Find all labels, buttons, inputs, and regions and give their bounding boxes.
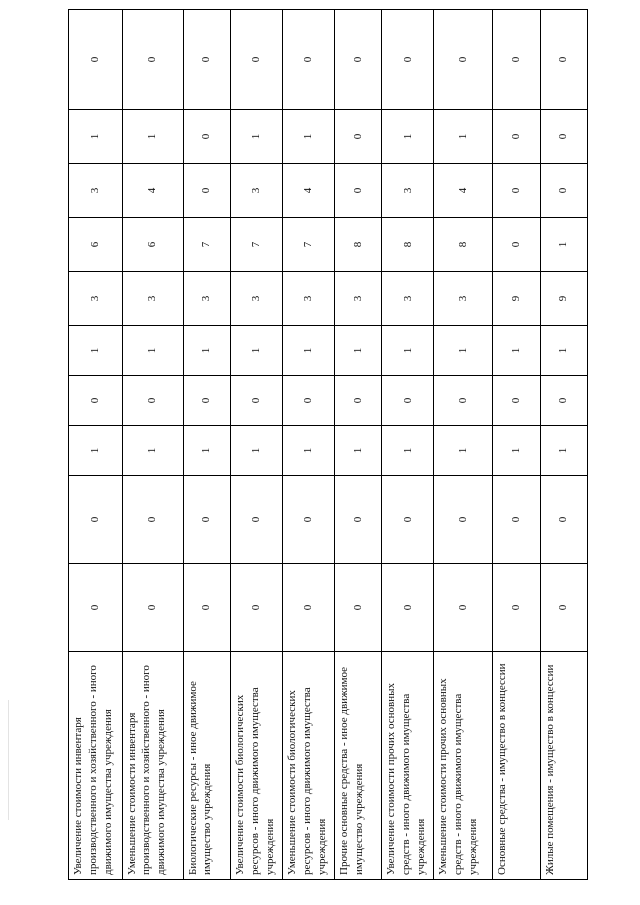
account-name-cell: Прочие основные средства - иное движимое имущество учреждения [335, 652, 382, 880]
code-digit-cell: 0 [493, 564, 540, 652]
account-name-cell: Жилые помещения - имущество в концессии [540, 652, 587, 880]
code-digit-cell: 3 [183, 272, 230, 326]
code-digit-cell: 0 [493, 218, 540, 272]
code-digit-cell: 0 [122, 476, 183, 564]
account-name-cell: Уменьшение стоимости инвентаря производственного и хозяйственного - иного движимого имущества учреждения [122, 652, 183, 880]
code-digit-cell: 3 [434, 272, 493, 326]
code-digit-cell: 1 [122, 426, 183, 476]
code-digit-cell: 0 [122, 376, 183, 426]
code-digit-cell: 9 [493, 272, 540, 326]
code-digit-cell: 0 [540, 564, 587, 652]
account-name-cell: Увеличение стоимости биологических ресурсов - иного движимого имущества учреждения [230, 652, 282, 880]
code-digit-cell: 4 [283, 164, 335, 218]
account-name-cell: Уменьшение стоимости прочих основных средств - иного движимого имущества учреждения [434, 652, 493, 880]
code-digit-cell: 0 [434, 476, 493, 564]
code-digit-cell: 0 [183, 376, 230, 426]
account-name-cell: Биологические ресурсы - иное движимое имущество учреждения [183, 652, 230, 880]
code-digit-cell: 1 [540, 218, 587, 272]
code-digit-cell: 7 [230, 218, 282, 272]
code-digit-cell: 0 [382, 376, 434, 426]
code-digit-cell: 1 [122, 326, 183, 376]
code-digit-cell: 1 [283, 426, 335, 476]
code-digit-cell: 1 [382, 426, 434, 476]
code-digit-cell: 8 [335, 218, 382, 272]
code-digit-cell: 0 [69, 376, 123, 426]
code-digit-cell: 1 [540, 426, 587, 476]
code-digit-cell: 1 [69, 326, 123, 376]
code-digit-cell: 0 [493, 10, 540, 110]
code-digit-cell: 0 [69, 564, 123, 652]
table-row [122, 10, 183, 880]
code-digit-cell: 0 [230, 476, 282, 564]
code-digit-cell: 1 [69, 110, 123, 164]
code-digit-cell: 0 [335, 476, 382, 564]
code-digit-cell: 4 [122, 164, 183, 218]
code-digit-cell: 1 [434, 110, 493, 164]
code-digit-cell: 1 [540, 326, 587, 376]
code-digit-cell: 1 [382, 110, 434, 164]
code-digit-cell: 3 [69, 272, 123, 326]
code-digit-cell: 3 [283, 272, 335, 326]
code-digit-cell: 0 [493, 164, 540, 218]
code-digit-cell: 0 [493, 476, 540, 564]
code-digit-cell: 0 [283, 376, 335, 426]
code-digit-cell: 0 [434, 564, 493, 652]
code-digit-cell: 1 [230, 110, 282, 164]
scan-edge-mark [8, 700, 9, 820]
table-row [540, 10, 587, 880]
code-digit-cell: 1 [183, 426, 230, 476]
code-digit-cell: 1 [434, 326, 493, 376]
table-row [335, 10, 382, 880]
code-digit-cell: 0 [434, 10, 493, 110]
rotated-table-wrapper [68, 10, 588, 880]
code-digit-cell: 3 [335, 272, 382, 326]
code-digit-cell: 0 [540, 376, 587, 426]
code-digit-cell: 0 [183, 476, 230, 564]
code-digit-cell: 0 [69, 10, 123, 110]
code-digit-cell: 0 [230, 376, 282, 426]
account-name-cell: Увеличение стоимости прочих основных средств - иного движимого имущества учреждения [382, 652, 434, 880]
code-digit-cell: 4 [434, 164, 493, 218]
code-digit-cell: 3 [382, 272, 434, 326]
table-body [69, 10, 588, 880]
code-digit-cell: 1 [283, 110, 335, 164]
code-digit-cell: 0 [382, 564, 434, 652]
code-digit-cell: 0 [283, 10, 335, 110]
code-digit-cell: 0 [540, 164, 587, 218]
account-name-cell: Увеличение стоимости инвентаря производственного и хозяйственного - иного движимого имущества учреждения [69, 652, 123, 880]
table-row [382, 10, 434, 880]
code-digit-cell: 0 [382, 476, 434, 564]
account-name-cell: Уменьшение стоимости биологических ресурсов - иного движимого имущества учреждения [283, 652, 335, 880]
code-digit-cell: 0 [183, 164, 230, 218]
table-row [230, 10, 282, 880]
code-digit-cell: 0 [335, 10, 382, 110]
code-digit-cell: 1 [382, 326, 434, 376]
code-digit-cell: 0 [493, 376, 540, 426]
code-digit-cell: 0 [230, 564, 282, 652]
code-digit-cell: 8 [382, 218, 434, 272]
table-row [493, 10, 540, 880]
code-digit-cell: 3 [122, 272, 183, 326]
code-digit-cell: 0 [183, 10, 230, 110]
code-digit-cell: 0 [230, 10, 282, 110]
table-row [283, 10, 335, 880]
code-digit-cell: 7 [183, 218, 230, 272]
code-digit-cell: 0 [382, 10, 434, 110]
code-digit-cell: 1 [434, 426, 493, 476]
code-digit-cell: 1 [493, 426, 540, 476]
table-row [69, 10, 123, 880]
code-digit-cell: 1 [230, 426, 282, 476]
code-digit-cell: 1 [69, 426, 123, 476]
code-digit-cell: 9 [540, 272, 587, 326]
code-digit-cell: 1 [183, 326, 230, 376]
code-digit-cell: 3 [230, 272, 282, 326]
code-digit-cell: 0 [69, 476, 123, 564]
code-digit-cell: 0 [183, 110, 230, 164]
code-digit-cell: 0 [434, 376, 493, 426]
code-digit-cell: 0 [335, 164, 382, 218]
code-digit-cell: 3 [382, 164, 434, 218]
code-digit-cell: 1 [283, 326, 335, 376]
code-digit-cell: 0 [183, 564, 230, 652]
code-digit-cell: 0 [122, 564, 183, 652]
accounts-table [68, 9, 588, 880]
table-row [434, 10, 493, 880]
code-digit-cell: 0 [493, 110, 540, 164]
code-digit-cell: 0 [335, 376, 382, 426]
code-digit-cell: 8 [434, 218, 493, 272]
code-digit-cell: 6 [122, 218, 183, 272]
code-digit-cell: 0 [540, 476, 587, 564]
code-digit-cell: 0 [283, 476, 335, 564]
code-digit-cell: 0 [335, 564, 382, 652]
code-digit-cell: 1 [493, 326, 540, 376]
code-digit-cell: 1 [335, 426, 382, 476]
table-row [183, 10, 230, 880]
account-name-cell: Основные средства - имущество в концессии [493, 652, 540, 880]
code-digit-cell: 0 [540, 110, 587, 164]
code-digit-cell: 1 [335, 326, 382, 376]
code-digit-cell: 7 [283, 218, 335, 272]
code-digit-cell: 0 [540, 10, 587, 110]
code-digit-cell: 3 [230, 164, 282, 218]
code-digit-cell: 0 [122, 10, 183, 110]
code-digit-cell: 0 [335, 110, 382, 164]
code-digit-cell: 6 [69, 218, 123, 272]
code-digit-cell: 0 [283, 564, 335, 652]
code-digit-cell: 3 [69, 164, 123, 218]
code-digit-cell: 1 [230, 326, 282, 376]
code-digit-cell: 1 [122, 110, 183, 164]
